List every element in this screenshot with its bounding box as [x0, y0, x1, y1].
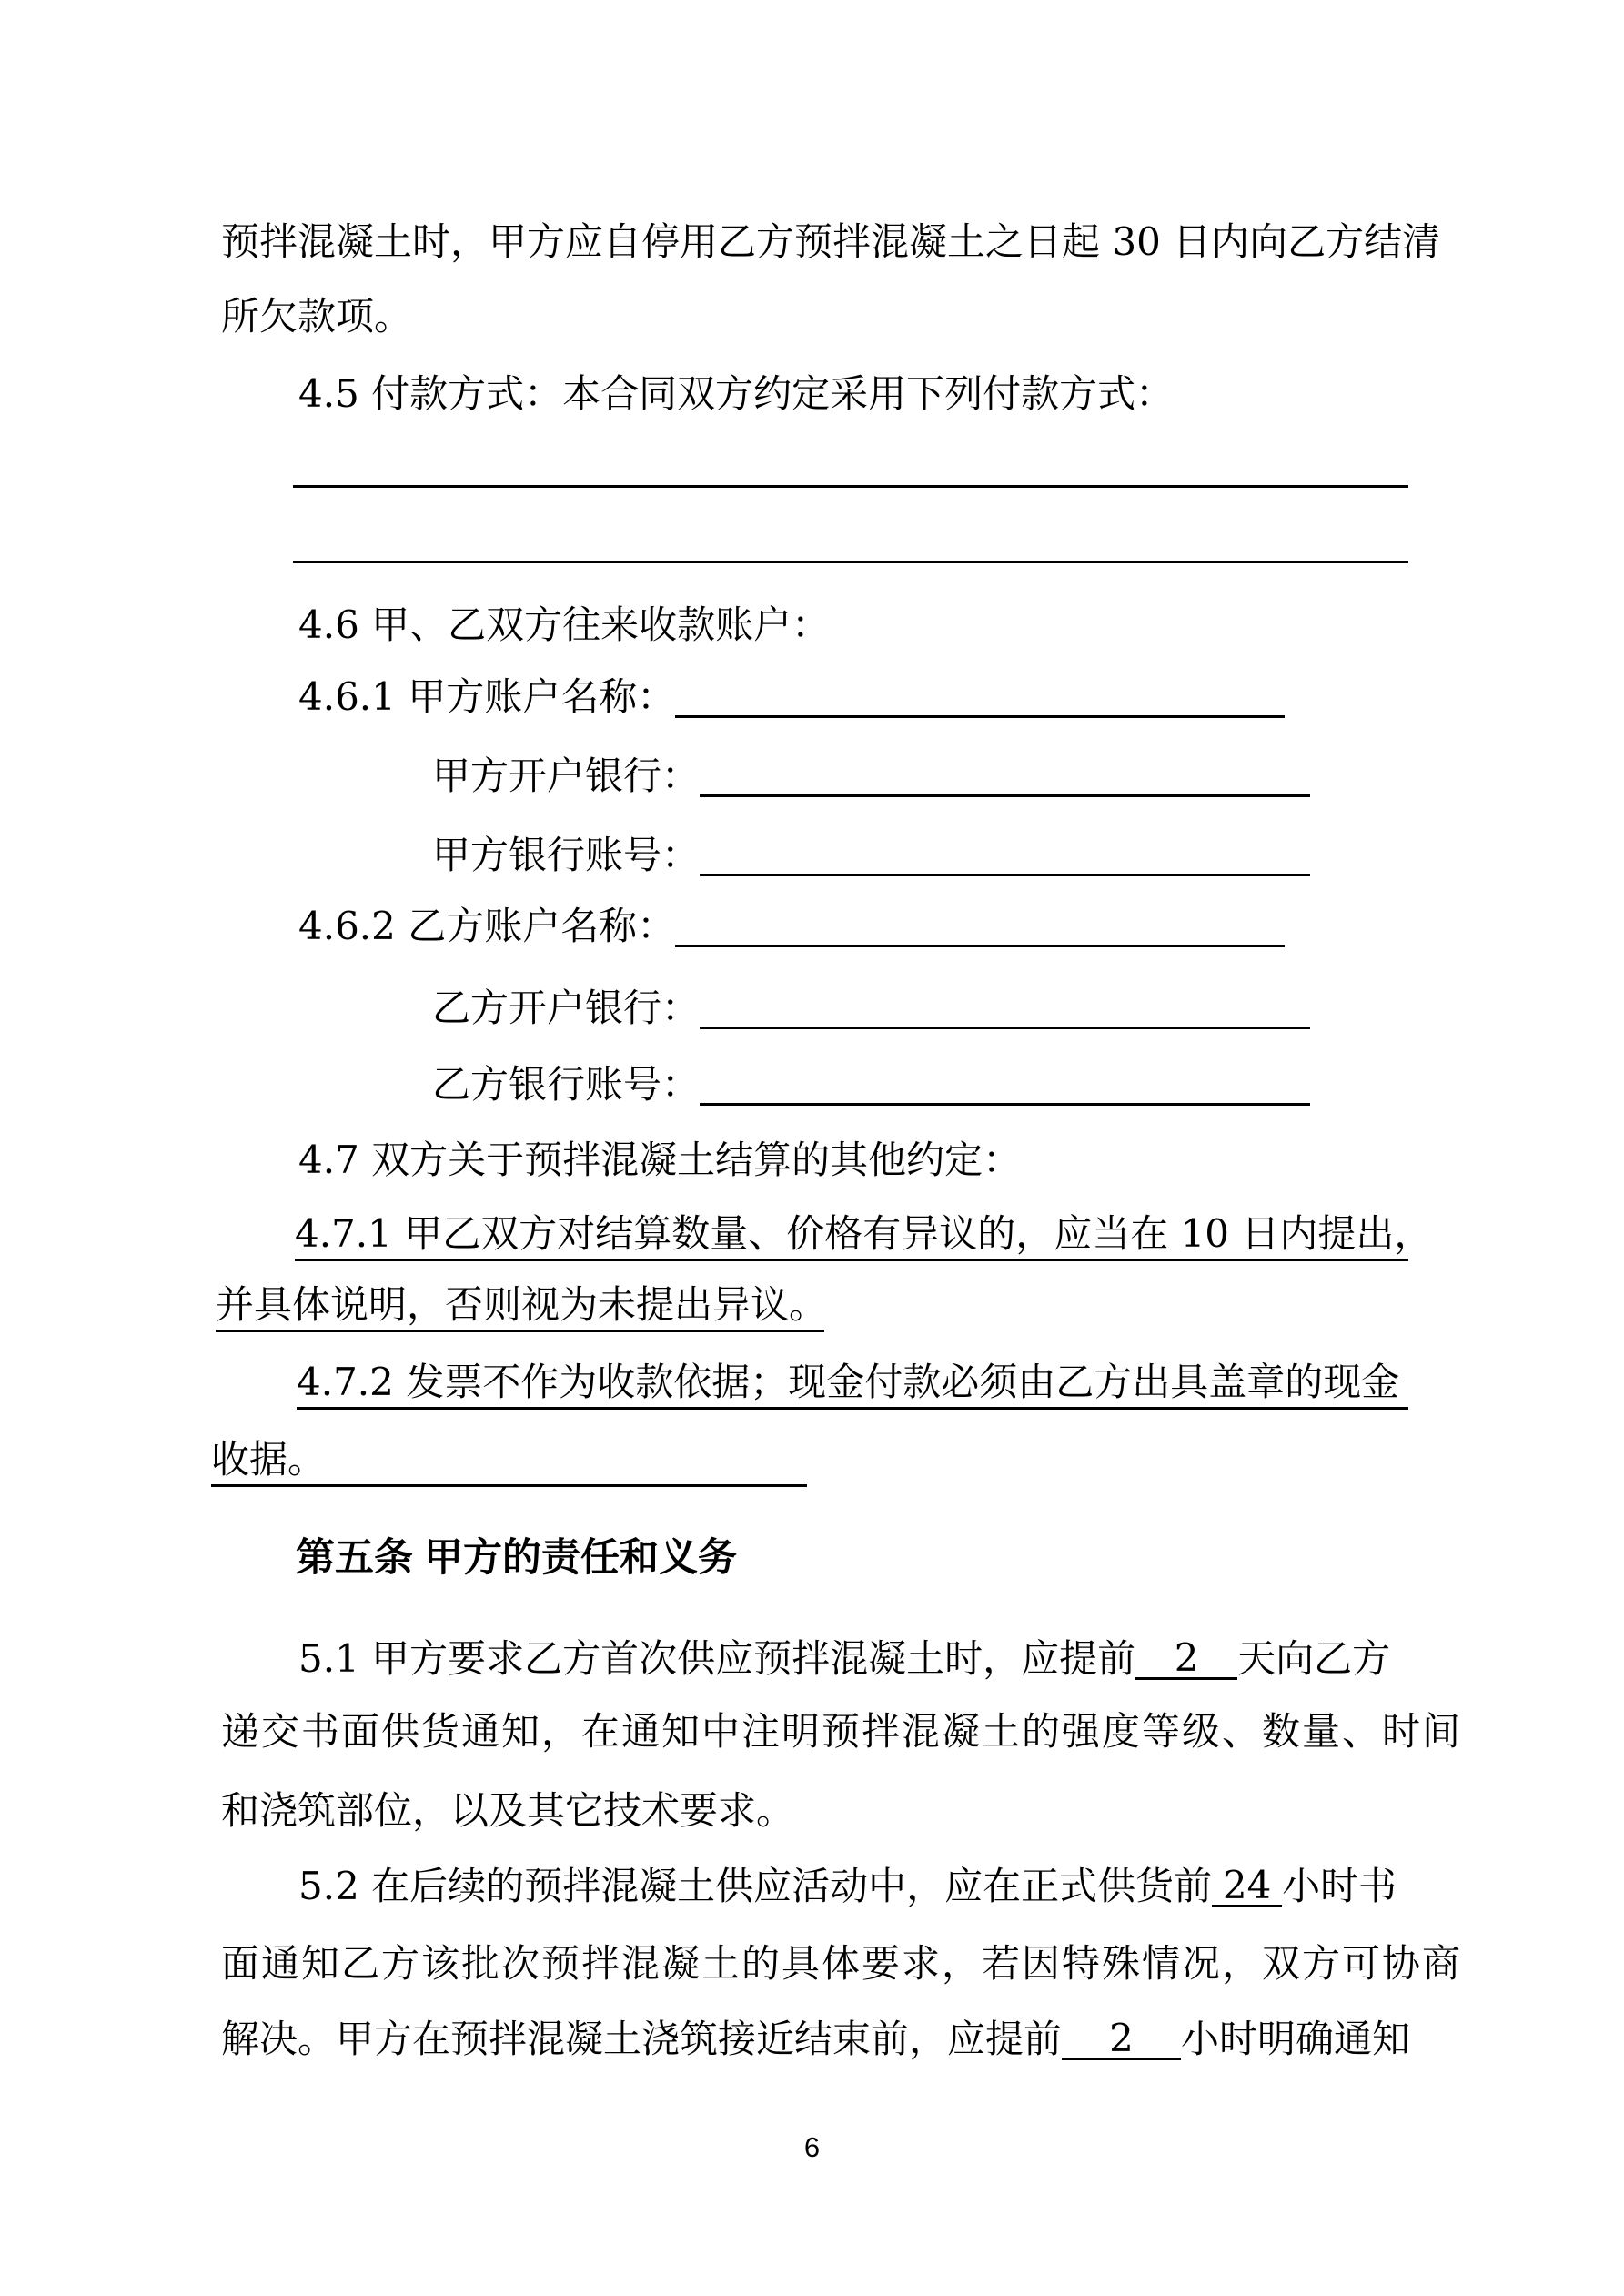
clause-5-1-line2: 递交书面供货通知，在通知中注明预拌混凝土的强度等级、数量、时间	[221, 1709, 1463, 1754]
paragraph-carryover-line2: 所欠款项。	[221, 294, 413, 339]
party-b-bank-label: 乙方开户银行：	[432, 986, 701, 1030]
clause-4-7-text: 4.7 双方关于预拌混凝土结算的其他约定：	[298, 1138, 1022, 1182]
clause-5-2-line3-pre: 解决。甲方在预拌混凝土浇筑接近结束前，应提前	[221, 2017, 1063, 2061]
page-number: 6	[803, 2131, 821, 2163]
clause-5-1-line3: 和浇筑部位，以及其它技术要求。	[221, 1788, 795, 1833]
party-a-account-name-row	[298, 673, 1285, 721]
party-b-bank-row	[432, 985, 1310, 1032]
clause-5-2-notice-hours-blank[interactable]: 2	[1062, 2016, 1181, 2060]
party-a-bank-row	[432, 753, 1310, 800]
party-b-bank-blank[interactable]	[700, 985, 1310, 1029]
clause-5-1-line1-post: 天向乙方	[1237, 1636, 1391, 1681]
party-a-account-number-label: 甲方银行账号：	[432, 833, 701, 877]
party-b-account-name-row	[298, 903, 1285, 950]
clause-5-1-line1	[298, 1635, 1390, 1683]
clause-5-2-line3	[221, 2016, 1410, 2063]
clause-5-2-line2: 面通知乙方该批次预拌混凝土的具体要求，若因特殊情况，双方可协商	[221, 1941, 1463, 1986]
payment-method-blank-line-2[interactable]	[293, 561, 1408, 563]
party-b-account-name-label: 4.6.2 乙方账户名称：	[298, 904, 676, 948]
party-b-account-number-label: 乙方银行账号：	[432, 1062, 701, 1107]
clause-5-1-days-blank[interactable]: 2	[1135, 1635, 1237, 1680]
clause-4-7-2-line2: 收据。	[211, 1440, 807, 1487]
party-b-account-number-blank[interactable]	[700, 1061, 1310, 1106]
party-b-account-name-blank[interactable]	[675, 903, 1285, 947]
clause-4-6-text: 4.6 甲、乙双方往来收款账户：	[298, 602, 831, 647]
clause-5-2-line3-post: 小时明确通知	[1181, 2017, 1411, 2061]
clause-5-1-line1-pre: 5.1 甲方要求乙方首次供应预拌混凝土时，应提前	[298, 1636, 1136, 1681]
clause-4-7-2-line1: 4.7.2 发票不作为收款依据；现金付款必须由乙方出具盖章的现金	[297, 1362, 1408, 1410]
party-b-account-number-row	[432, 1061, 1310, 1108]
party-a-account-name-blank[interactable]	[675, 673, 1285, 718]
clause-4-7-1-line1: 4.7.1 甲乙双方对结算数量、价格有异议的，应当在 10 日内提出，	[295, 1214, 1408, 1261]
clause-4-5-text: 4.5 付款方式：本合同双方约定采用下列付款方式：	[298, 371, 1175, 416]
clause-5-2-line1-post: 小时书	[1282, 1864, 1397, 1908]
clause-4-7-1-line2: 并具体说明，否则视为未提出异议。	[216, 1285, 824, 1332]
party-a-bank-blank[interactable]	[700, 753, 1310, 797]
paragraph-carryover-line1: 预拌混凝土时，甲方应自停用乙方预拌混凝土之日起 30 日内向乙方结清	[221, 219, 1441, 264]
party-a-account-number-row	[432, 832, 1310, 879]
party-a-bank-label: 甲方开户银行：	[432, 754, 701, 798]
clause-5-2-hours-blank[interactable]: 24	[1212, 1863, 1282, 1907]
payment-method-blank-line-1[interactable]	[293, 485, 1408, 488]
party-a-account-number-blank[interactable]	[700, 832, 1310, 876]
party-a-account-name-label: 4.6.1 甲方账户名称：	[298, 674, 676, 719]
clause-5-2-line1	[298, 1863, 1397, 1910]
article-5-heading: 第五条 甲方的责任和义务	[296, 1536, 737, 1580]
clause-5-2-line1-pre: 5.2 在后续的预拌混凝土供应活动中，应在正式供货前	[298, 1864, 1213, 1908]
